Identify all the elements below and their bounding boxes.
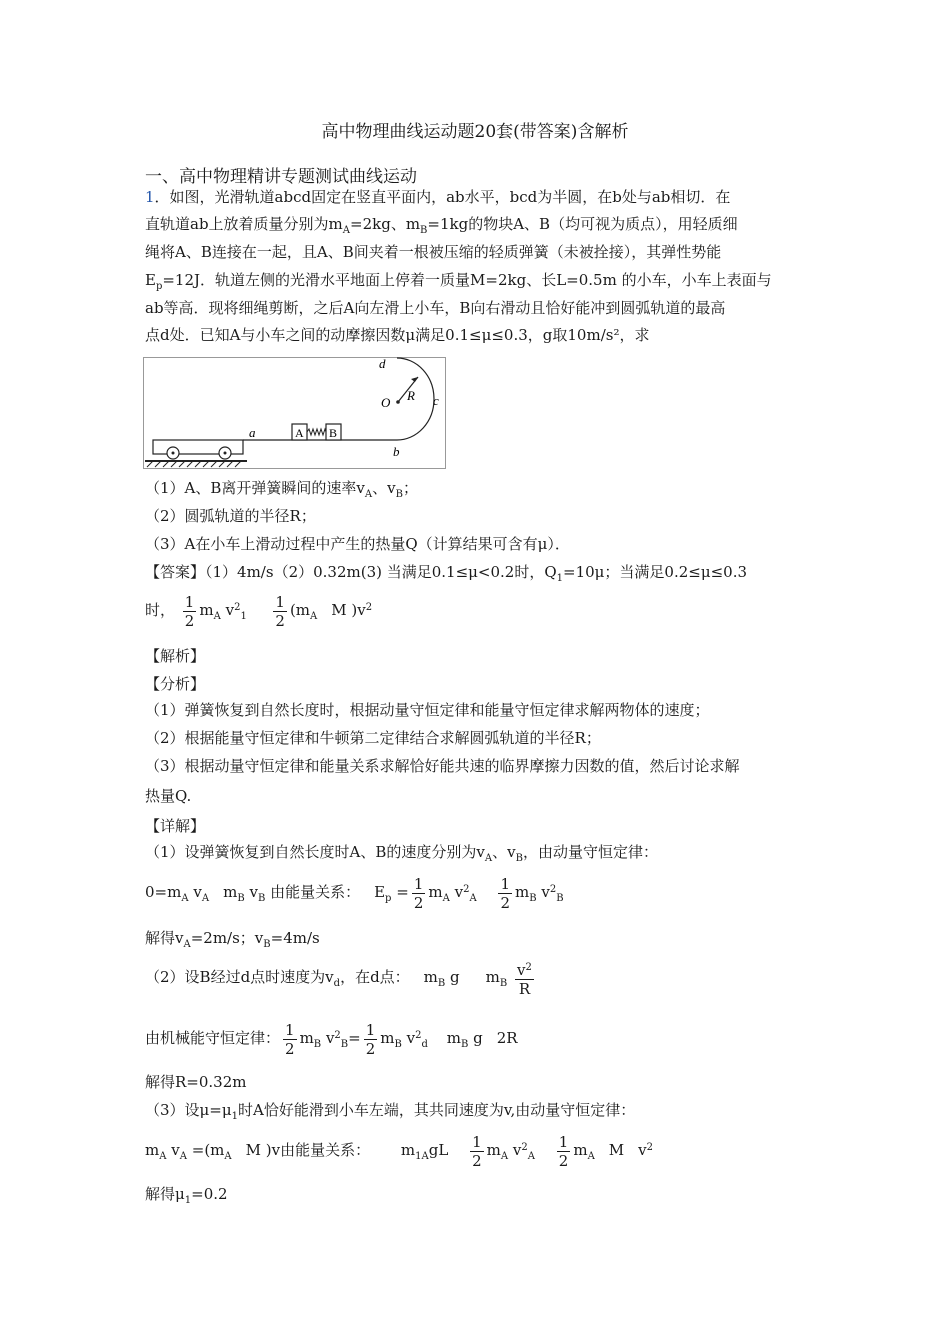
problem-line-5: ab等高．现将细绳剪断，之后A向左滑上小车，B向右滑动且恰好能冲到圆弧轨道的最高: [145, 299, 726, 317]
detail-2-text: （2）设B经过d点时速度为$v_d$，在d点： $m_B$ g $m_B$ $\frac{v^2}{R}$: [145, 960, 532, 998]
label-A: A: [295, 426, 304, 440]
question-3: （3）A在小车上滑动过程中产生的热量Q（计算结果可含有μ）．: [145, 535, 570, 553]
analysis-1: （1）弹簧恢复到自然长度时，根据动量守恒定律和能量守恒定律求解两物体的速度；: [145, 701, 710, 719]
problem-number: 1: [145, 188, 155, 206]
problem-line-6: 点d处．已知A与小车之间的动摩擦因数μ满足0.1≤μ≤0.3，g取10m/s²，求: [145, 326, 650, 344]
question-1: （1）A、B离开弹簧瞬间的速率$v_A$、$v_B$；: [145, 479, 418, 500]
section-heading: 一、高中物理精讲专题测试曲线运动: [145, 167, 417, 187]
equation-1: $0=m_A$ $v_A$ $m_B$ $v_B$ 由能量关系： $E_p$ = $\frac{1}{2}$ $m_A$ $v^2_A$ $\frac{1}{2}$ $m_B$ $v^2_B$: [145, 874, 564, 912]
spring: [307, 429, 326, 435]
analysis-3b: 热量Q.: [145, 787, 192, 805]
track-bcd: [397, 358, 434, 440]
label-a: a: [249, 425, 256, 440]
solution-1: 解得$v_A=2m/s$；$v_B=4m/s$: [145, 929, 320, 950]
solution-2: 解得R=0.32m: [145, 1073, 247, 1091]
label-B: B: [329, 426, 338, 440]
detail-3-text: （3）设$\mu=\mu_1$时A恰好能滑到小车左端，其共同速度为v,由动量守恒定律：: [145, 1101, 636, 1122]
label-O: O: [381, 395, 391, 410]
solution-3: 解得$\mu_1=0.2$: [145, 1185, 228, 1206]
detail-1-text: （1）设弹簧恢复到自然长度时A、B的速度分别为$v_A$、$v_B$，由动量守恒定律：: [145, 843, 658, 864]
fenxi-label: 【分析】: [145, 675, 206, 693]
analysis-2: （2）根据能量守恒定律和牛顿第二定律结合求解圆弧轨道的半径R；: [145, 729, 601, 747]
document-title: 高中物理曲线运动题20套(带答案)含解析: [321, 122, 629, 142]
problem-line-1: 1．如图，光滑轨道abcd固定在竖直平面内，ab水平，bcd为半圆，在b处与ab相切．在: [145, 188, 731, 206]
equation-3: $m_A$ $v_A =(m_A$ M )v由能量关系： $m_{1A}gL$ $\frac{1}{2}$ $m_A$ $v^2_A$ $\frac{1}{2}$ $m_A$ M $v^2$: [145, 1132, 654, 1170]
analysis-3: （3）根据动量守恒定律和能量关系求解恰好能共速的临界摩擦力因数的值，然后讨论求解: [145, 757, 740, 775]
answer-line-1: 【答案】（1）4m/s（2）0.32m(3) 当满足0.1≤μ<0.2时，$Q_1=10\mu$；当满足0.2≤μ≤0.3: [145, 563, 748, 584]
jiexi-label: 【解析】: [145, 647, 206, 665]
label-c: c: [433, 393, 439, 408]
problem-line-4: $E_p=12J$．轨道左侧的光滑水平地面上停着一质量M=2kg、长L=0.5m 的小车，小车上表面与: [145, 271, 772, 292]
radius-arrow: [411, 377, 418, 382]
track-diagram: [143, 357, 446, 469]
conservation-equation: 由机械能守恒定律： $\frac{1}{2}$ $m_B$ $v^2_B=$ $\frac{1}{2}$ $m_B$ $v^2_d$ $m_B$ g 2R: [145, 1020, 518, 1058]
question-2: （2）圆弧轨道的半径R；: [145, 507, 316, 525]
xiangjie-label: 【详解】: [145, 817, 206, 835]
problem-line-2: 直轨道ab上放着质量分别为$m_A=2kg$、$m_B=1kg$的物块A、B（均可视为质点），用轻质细: [145, 215, 738, 236]
label-d: d: [379, 357, 386, 371]
answer-line-2: 时， $\frac{1}{2}$ $m_A$ $v^2_1$ $\frac{1}{2}$ ($m_A$ M )$v^2$: [145, 592, 373, 630]
label-R: R: [407, 388, 415, 403]
label-b: b: [393, 444, 400, 459]
problem-line-3: 绳将A、B连接在一起，且A、B间夹着一根被压缩的轻质弹簧（未被拴接），其弹性势能: [145, 243, 722, 261]
